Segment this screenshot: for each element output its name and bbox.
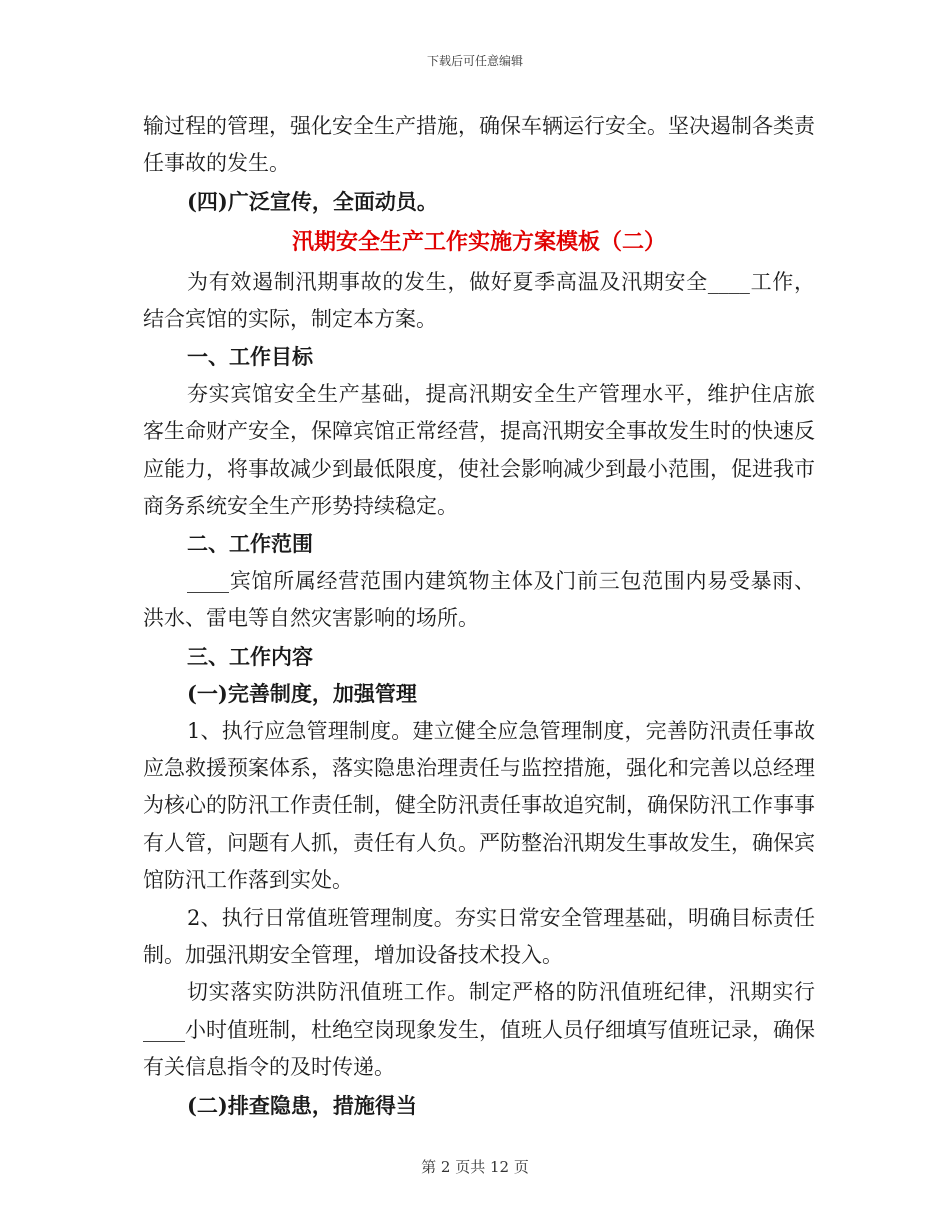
paragraph-emergency-management: 1、执行应急管理制度。建立健全应急管理制度，完善防汛责任事故应急救援预案体系，落实隐患治理责任与监控措施，强化和完善以总经理为核心的防汛工作责任制，健全防汛责任事故追究制，确保防汛工作事事有人管，问题有人抓，责任有人负。严防整治汛期发生事故发生，确保宾馆防汛工作落到实处。	[143, 718, 815, 893]
paragraph-work-scope: ____宾馆所属经营范围内建筑物主体及门前三包范围内易受暴雨、洪水、雷电等自然灾害影响的场所。	[143, 568, 815, 631]
subheading-hazard-check: (二)排查隐患，措施得当	[187, 1092, 417, 1118]
document-body	[143, 108, 815, 1124]
section-heading-4: (四)广泛宣传，全面动员。	[187, 188, 438, 214]
document-title: 汛期安全生产工作实施方案模板（二）	[291, 229, 666, 256]
page-header: 下载后可任意编辑	[426, 54, 523, 68]
paragraph-daily-duty: 2、执行日常值班管理制度。夯实日常安全管理基础，明确目标责任制。加强汛期安全管理，增加设备技术投入。	[143, 905, 815, 967]
paragraph-flood-duty: 切实落实防洪防汛值班工作。制定严格的防汛值班纪律，汛期实行____小时值班制，杜绝空岗现象发生，值班人员仔细填写值班记录，确保有关信息指令的及时传递。	[143, 980, 815, 1080]
subheading-improve-system: (一)完善制度，加强管理	[187, 681, 417, 707]
page-footer: 第 2 页共 12 页	[421, 1158, 529, 1176]
heading-work-scope: 二、工作范围	[187, 531, 313, 557]
heading-work-content: 三、工作内容	[187, 643, 313, 669]
paragraph-continued: 输过程的管理，强化安全生产措施，确保车辆运行安全。坚决遏制各类责任事故的发生。	[143, 114, 815, 176]
heading-work-goal: 一、工作目标	[187, 344, 313, 370]
paragraph-work-goal: 夯实宾馆安全生产基础，提高汛期安全生产管理水平，维护住店旅客生命财产安全，保障宾馆正常经营，提高汛期安全事故发生时的快速反应能力，将事故减少到最低限度，使社会影响减少到最小范围，促进我市商务系统安全生产形势持续稳定。	[143, 381, 815, 519]
intro-paragraph: 为有效遏制汛期事故的发生，做好夏季高温及汛期安全____工作，结合宾馆的实际，制定本方案。	[143, 269, 815, 332]
